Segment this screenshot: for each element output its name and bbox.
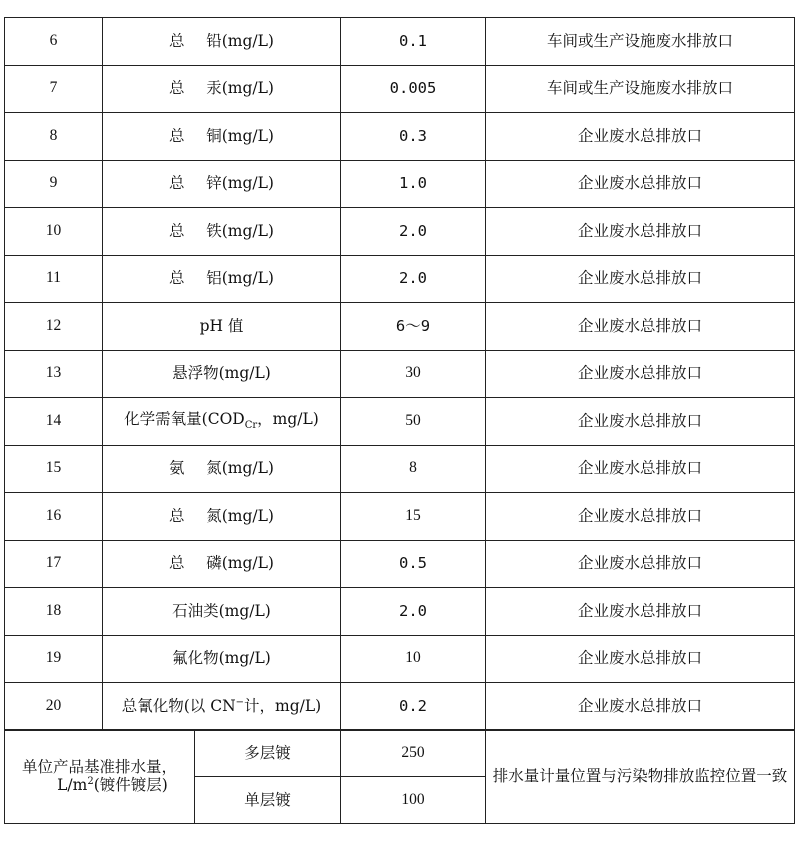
single-layer-value: 100 xyxy=(341,777,486,824)
limit-value: 0.005 xyxy=(341,65,486,113)
table-row xyxy=(5,113,795,161)
pollutant-item xyxy=(103,113,341,161)
pollutant-name: 氮(mg/L) xyxy=(206,459,274,478)
unit-line-1: 单位产品基准排水量， xyxy=(21,757,177,776)
table-row xyxy=(5,350,795,398)
pollutant-prefix: 总 xyxy=(169,174,185,193)
limit-value: 2.0 xyxy=(341,208,486,256)
drainage-unit-label xyxy=(5,730,195,824)
row-number: 14 xyxy=(5,398,103,446)
monitoring-location: 企业废水总排放口 xyxy=(486,255,795,303)
limit-value: 0.5 xyxy=(341,540,486,588)
pollutant-unit: ，mg/L) xyxy=(257,410,319,429)
table-row xyxy=(5,160,795,208)
row-number: 10 xyxy=(5,208,103,256)
pollutant-item: pH 值 xyxy=(103,303,341,351)
table-row xyxy=(5,540,795,588)
pollutant-name: 氮(mg/L) xyxy=(206,506,274,525)
row-number: 8 xyxy=(5,113,103,161)
monitoring-location: 企业废水总排放口 xyxy=(486,350,795,398)
pollutant-name: 铝(mg/L) xyxy=(206,269,274,288)
monitoring-location: 企业废水总排放口 xyxy=(486,540,795,588)
pollutant-prefix: 总 xyxy=(169,126,185,145)
limit-value: 0.2 xyxy=(341,683,486,731)
pollutant-name: 总氰化物(以 CN xyxy=(121,697,236,716)
table-row xyxy=(5,635,795,683)
drainage-volume-table xyxy=(4,729,795,824)
limit-value: 6～9 xyxy=(341,303,486,351)
table-row xyxy=(5,588,795,636)
monitoring-location: 车间或生产设施废水排放口 xyxy=(486,18,795,66)
limit-value: 1.0 xyxy=(341,160,486,208)
row-number: 15 xyxy=(5,445,103,493)
row-number: 18 xyxy=(5,588,103,636)
row-number: 7 xyxy=(5,65,103,113)
pollutant-item xyxy=(103,208,341,256)
monitoring-location: 车间或生产设施废水排放口 xyxy=(486,65,795,113)
pollutant-prefix: 总 xyxy=(169,269,185,288)
multi-layer-value: 250 xyxy=(341,730,486,777)
monitoring-location: 企业废水总排放口 xyxy=(486,445,795,493)
discharge-limits-table xyxy=(4,17,795,731)
pollutant-name: 锌(mg/L) xyxy=(206,174,274,193)
pollutant-item xyxy=(103,493,341,541)
pollutant-unit: 计，mg/L) xyxy=(244,697,322,716)
monitoring-location: 企业废水总排放口 xyxy=(486,683,795,731)
single-layer-label: 单层镀 xyxy=(195,777,341,824)
row-number: 6 xyxy=(5,18,103,66)
pollutant-item xyxy=(103,65,341,113)
table-row xyxy=(5,18,795,66)
table-row xyxy=(5,303,795,351)
table-row xyxy=(5,683,795,731)
monitoring-location: 企业废水总排放口 xyxy=(486,208,795,256)
monitoring-note: 排水量计量位置与污染物排放监控位置一致 xyxy=(486,730,795,824)
table-row xyxy=(5,730,795,777)
table-row xyxy=(5,65,795,113)
pollutant-prefix: 氨 xyxy=(169,459,185,478)
row-number: 19 xyxy=(5,635,103,683)
superscript: 2 xyxy=(87,776,94,788)
pollutant-name: 铁(mg/L) xyxy=(206,221,274,240)
pollutant-prefix: 总 xyxy=(169,221,185,240)
subscript: Cr xyxy=(244,420,258,432)
pollutant-item xyxy=(103,160,341,208)
pollutant-prefix: 总 xyxy=(169,506,185,525)
row-number: 16 xyxy=(5,493,103,541)
pollutant-item xyxy=(103,445,341,493)
limit-value: 0.1 xyxy=(341,18,486,66)
pollutant-name: 铅(mg/L) xyxy=(206,31,274,50)
pollutant-item xyxy=(103,398,341,446)
monitoring-location: 企业废水总排放口 xyxy=(486,113,795,161)
monitoring-location: 企业废水总排放口 xyxy=(486,493,795,541)
unit-text: L/m xyxy=(57,776,88,795)
table-row xyxy=(5,445,795,493)
table-row xyxy=(5,208,795,256)
pollutant-item xyxy=(103,18,341,66)
unit-line-2 xyxy=(5,776,194,795)
limit-value: 2.0 xyxy=(341,255,486,303)
limit-value: 2.0 xyxy=(341,588,486,636)
monitoring-location: 企业废水总排放口 xyxy=(486,635,795,683)
row-number: 20 xyxy=(5,683,103,731)
pollutant-item: 悬浮物(mg/L) xyxy=(103,350,341,398)
superscript: − xyxy=(235,696,245,708)
row-number: 12 xyxy=(5,303,103,351)
table-row xyxy=(5,493,795,541)
pollutant-name: 铜(mg/L) xyxy=(206,126,274,145)
pollutant-prefix: 总 xyxy=(169,79,185,98)
pollutant-name: 磷(mg/L) xyxy=(206,554,274,573)
pollutant-item xyxy=(103,540,341,588)
limit-value: 15 xyxy=(341,493,486,541)
monitoring-location: 企业废水总排放口 xyxy=(486,398,795,446)
unit-text-suffix: (镀件镀层) xyxy=(93,776,168,795)
limit-value: 10 xyxy=(341,635,486,683)
pollutant-prefix: 总 xyxy=(169,31,185,50)
pollutant-name: 汞(mg/L) xyxy=(206,79,274,98)
limit-value: 0.3 xyxy=(341,113,486,161)
row-number: 17 xyxy=(5,540,103,588)
multi-layer-label: 多层镀 xyxy=(195,730,341,777)
pollutant-item xyxy=(103,255,341,303)
monitoring-location: 企业废水总排放口 xyxy=(486,160,795,208)
table-row xyxy=(5,398,795,446)
row-number: 11 xyxy=(5,255,103,303)
monitoring-location: 企业废水总排放口 xyxy=(486,303,795,351)
pollutant-item xyxy=(103,683,341,731)
row-number: 13 xyxy=(5,350,103,398)
pollutant-name: 化学需氧量(COD xyxy=(124,410,245,429)
pollutant-item: 石油类(mg/L) xyxy=(103,588,341,636)
limit-value: 8 xyxy=(341,445,486,493)
pollutant-prefix: 总 xyxy=(169,554,185,573)
table-row xyxy=(5,255,795,303)
pollutant-item: 氟化物(mg/L) xyxy=(103,635,341,683)
standards-table-container xyxy=(4,17,794,824)
monitoring-location: 企业废水总排放口 xyxy=(486,588,795,636)
row-number: 9 xyxy=(5,160,103,208)
limit-value: 50 xyxy=(341,398,486,446)
limit-value: 30 xyxy=(341,350,486,398)
